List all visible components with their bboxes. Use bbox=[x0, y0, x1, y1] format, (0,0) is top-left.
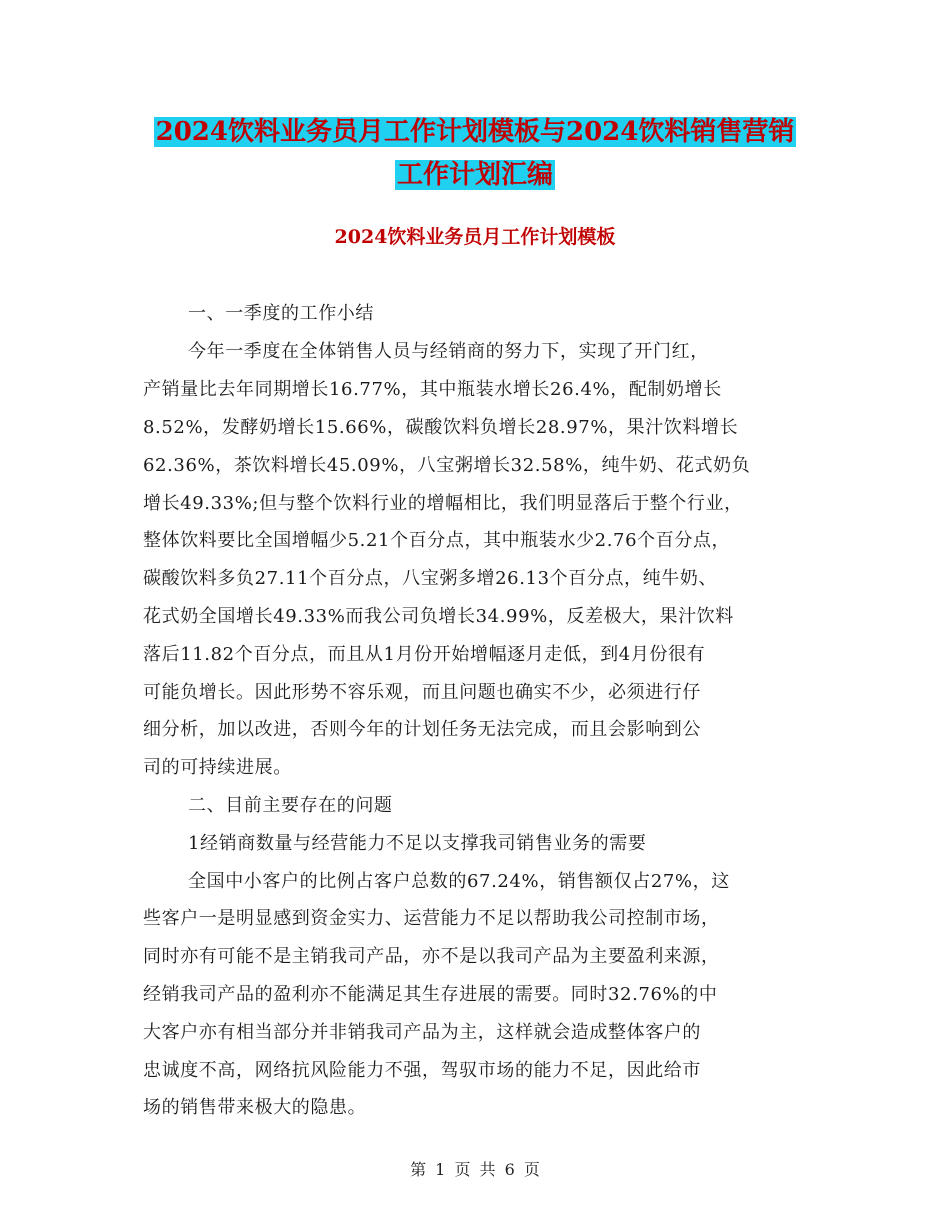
heading-main-problems: 二、目前主要存在的问题 bbox=[188, 795, 393, 816]
paragraph-line: 可能负增长。因此形势不容乐观，而且问题也确实不少，必须进行仔 bbox=[143, 682, 701, 703]
document-title-text-2: 工作计划汇编 bbox=[396, 160, 553, 190]
paragraph-line: 经销我司产品的盈利亦不能满足其生存进展的需要。同时32.76%的中 bbox=[143, 984, 718, 1005]
paragraph-line: 落后11.82个百分点，而且从1月份开始增幅逐月走低，到4月份很有 bbox=[143, 644, 706, 665]
paragraph-line: 同时亦有可能不是主销我司产品，亦不是以我司产品为主要盈利来源， bbox=[143, 946, 720, 967]
paragraph-line: 62.36%，茶饮料增长45.09%，八宝粥增长32.58%，纯牛奶、花式奶负 bbox=[143, 455, 751, 476]
heading-q1-summary: 一、一季度的工作小结 bbox=[188, 303, 374, 324]
paragraph-line: 司的可持续进展。 bbox=[143, 757, 292, 778]
paragraph-line: 8.52%，发酵奶增长15.66%，碳酸饮料负增长28.97%，果汁饮料增长 bbox=[143, 417, 739, 438]
paragraph-line: 产销量比去年同期增长16.77%，其中瓶装水增长26.4%，配制奶增长 bbox=[143, 379, 722, 400]
paragraph-line: 大客户亦有相当部分并非销我司产品为主，这样就会造成整体客户的 bbox=[143, 1022, 701, 1043]
paragraph-line: 些客户一是明显感到资金实力、运营能力不足以帮助我公司控制市场， bbox=[143, 908, 720, 929]
section-title: 2024饮料业务员月工作计划模板 bbox=[334, 226, 616, 248]
document-title-line-1 bbox=[0, 109, 950, 155]
paragraph-line: 全国中小客户的比例占客户总数的67.24%，销售额仅占27%，这 bbox=[188, 871, 730, 892]
paragraph-line: 场的销售带来极大的隐患。 bbox=[143, 1097, 367, 1118]
subheading-dealers: 1经销商数量与经营能力不足以支撑我司销售业务的需要 bbox=[188, 833, 647, 854]
document-title-line-2 bbox=[0, 152, 950, 198]
paragraph-line: 碳酸饮料多负27.11个百分点，八宝粥多增26.13个百分点，纯牛奶、 bbox=[143, 568, 718, 589]
document-title-text-1: 2024饮料业务员月工作计划模板与2024饮料销售营销 bbox=[155, 117, 795, 147]
paragraph-line: 细分析，加以改进，否则今年的计划任务无法完成，而且会影响到公 bbox=[143, 719, 701, 740]
paragraph-line: 花式奶全国增长49.33%而我公司负增长34.99%，反差极大，果汁饮料 bbox=[143, 606, 734, 627]
paragraph-line: 增长49.33%;但与整个饮料行业的增幅相比，我们明显落后于整个行业， bbox=[143, 493, 743, 514]
paragraph-line: 今年一季度在全体销售人员与经销商的努力下，实现了开门红， bbox=[188, 341, 709, 362]
paragraph-line: 忠诚度不高，网络抗风险能力不强，驾驭市场的能力不足，因此给市 bbox=[143, 1060, 701, 1081]
page-footer: 第 1 页 共 6 页 bbox=[410, 1160, 540, 1179]
paragraph-line: 整体饮料要比全国增幅少5.21个百分点，其中瓶装水少2.76个百分点， bbox=[143, 530, 731, 551]
